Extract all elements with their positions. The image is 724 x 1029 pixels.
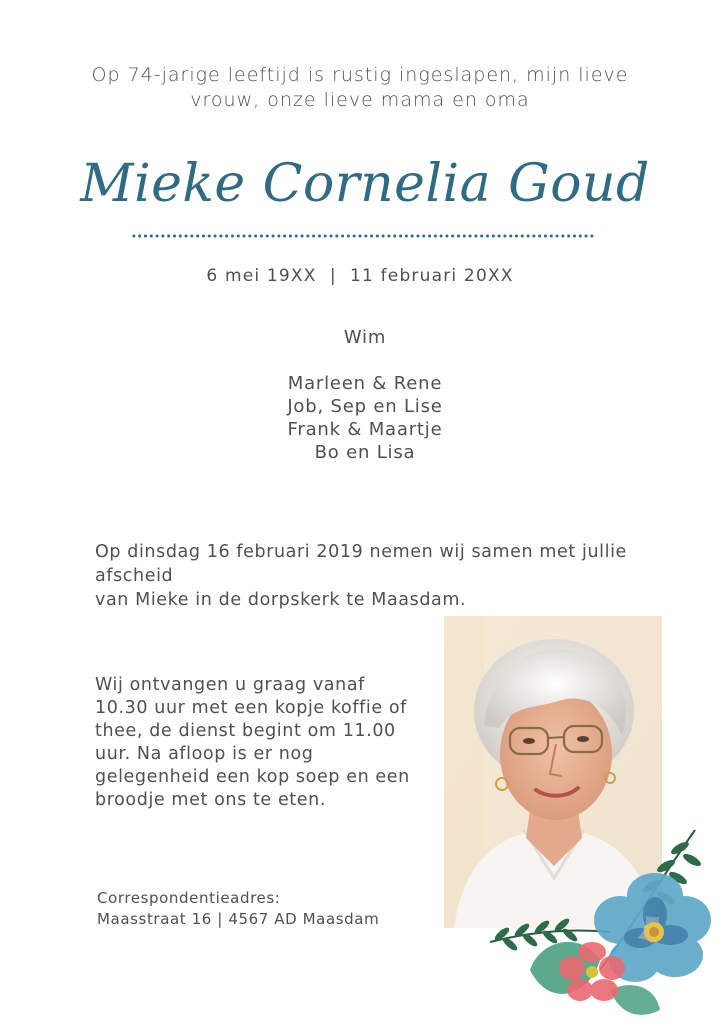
announcement-line-1: Op dinsdag 16 februari 2019 nemen wij samen met jullie afscheid — [95, 542, 627, 586]
family-member: Bo en Lisa — [314, 442, 416, 463]
announcement-line-2: van Mieke in de dorpskerk te Maasdam. — [95, 590, 467, 610]
family-list — [215, 326, 515, 464]
family-member: Marleen & Rene — [287, 373, 443, 394]
reception-line: 10.30 uur met een kopje koffie of — [95, 698, 407, 718]
correspondence-address — [97, 888, 417, 930]
reception-line: uur. Na afloop is er nog — [95, 744, 314, 764]
family-member: Job, Sep en Lise — [287, 396, 443, 417]
life-dates: 6 mei 19XX | 11 februari 20XX — [206, 266, 514, 286]
reception-line: broodje met ons te eten. — [95, 790, 326, 810]
intro-line-2: vrouw, onze lieve mama en oma — [190, 89, 530, 111]
reception-line: Wij ontvangen u graag vanaf — [95, 675, 365, 695]
deceased-name: Mieke Cornelia Goud — [80, 154, 650, 214]
correspondence-label: Correspondentieadres: — [97, 889, 281, 907]
flower-decoration — [480, 820, 724, 1025]
family-member: Frank & Maartje — [287, 419, 443, 440]
correspondence-address-line: Maasstraat 16 | 4567 AD Maasdam — [97, 910, 380, 928]
intro-text — [60, 63, 660, 113]
reception-text — [95, 674, 415, 812]
farewell-announcement — [95, 540, 705, 612]
reception-line: thee, de dienst begint om 11.00 — [95, 721, 396, 741]
intro-line-1: Op 74-jarige leeftijd is rustig ingeslapen, mijn lieve — [91, 64, 629, 86]
reception-line: gelegenheid een kop soep en een — [95, 767, 410, 787]
family-spouse: Wim — [343, 327, 387, 348]
dotted-divider — [131, 233, 595, 239]
